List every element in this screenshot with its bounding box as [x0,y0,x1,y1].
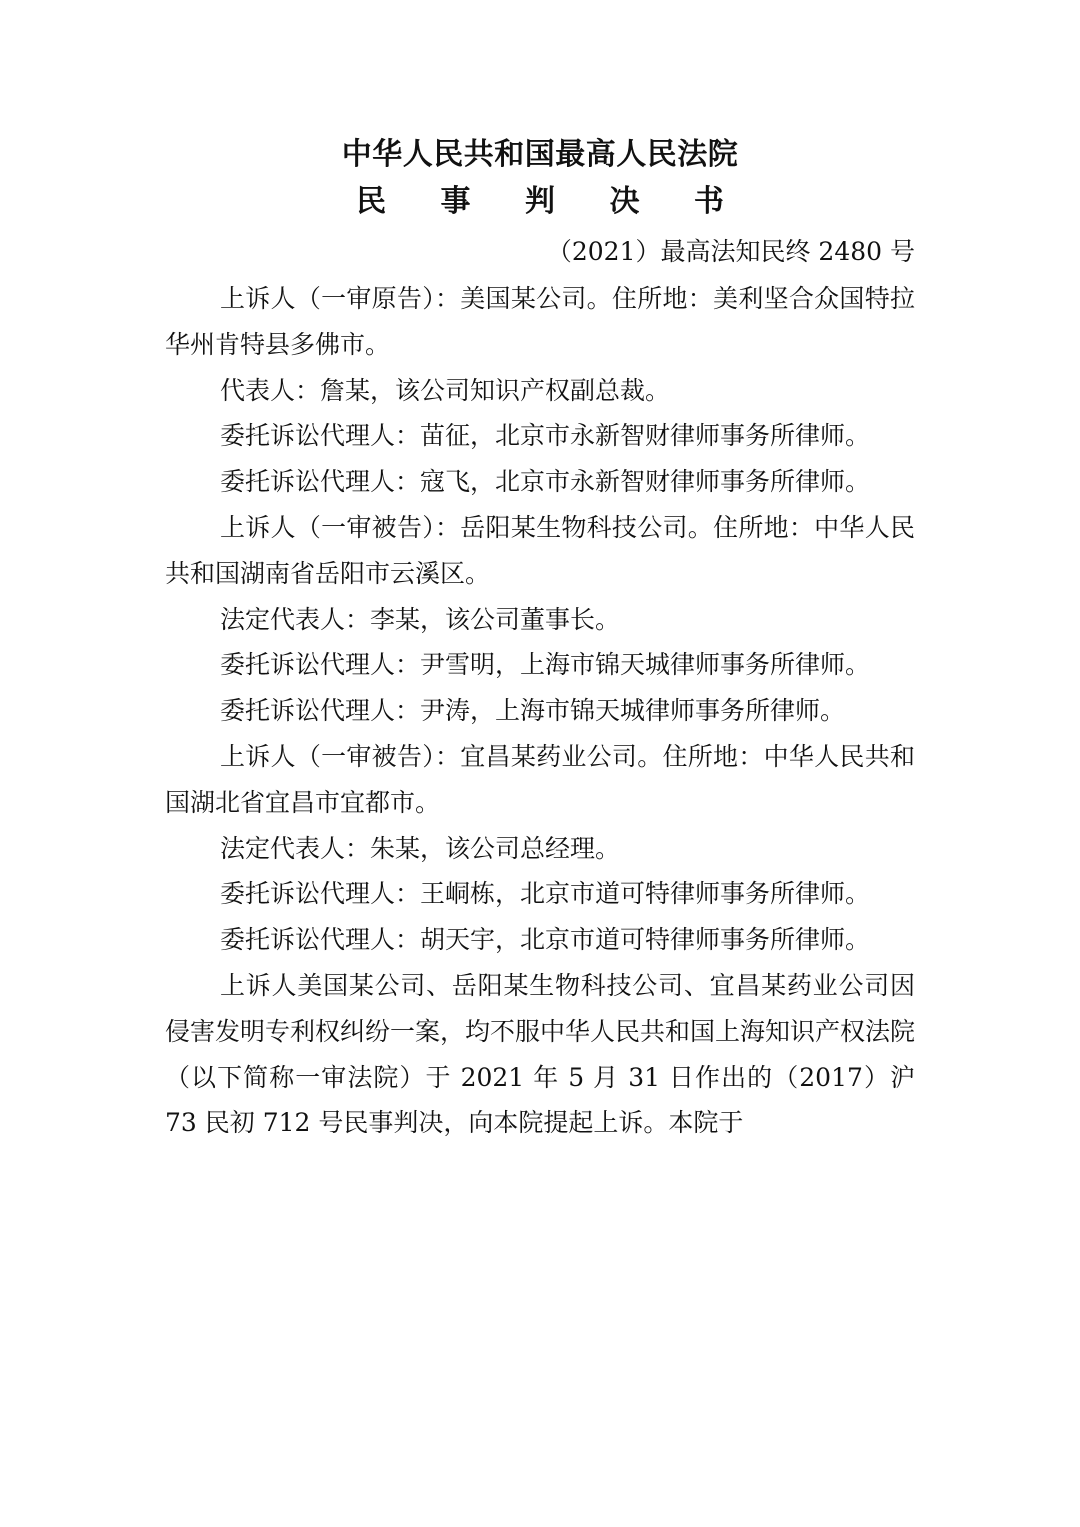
party-paragraph: 委托诉讼代理人：寇飞，北京市永新智财律师事务所律师。 [220,467,871,497]
party-paragraph: 委托诉讼代理人：尹雪明，上海市锦天城律师事务所律师。 [220,650,871,680]
party-paragraph: 法定代表人：朱某，该公司总经理。 [220,833,621,863]
document-body [165,276,915,1146]
party-paragraph: 代表人：詹某，该公司知识产权副总裁。 [220,375,671,405]
party-paragraph: 委托诉讼代理人：胡天宇，北京市道可特律师事务所律师。 [220,925,871,955]
party-paragraph: 上诉人（一审被告）：岳阳某生物科技公司。住所地：中华人民共和国湖南省岳阳市云溪区。 [165,512,915,588]
case-number: （2021）最高法知民终 2480 号 [546,237,915,266]
court-name: 中华人民共和国最高人民法院 [341,137,739,172]
party-paragraph: 法定代表人：李某，该公司董事长。 [220,604,621,634]
party-paragraph: 委托诉讼代理人：王峒栋，北京市道可特律师事务所律师。 [220,879,871,909]
party-paragraph: 上诉人（一审原告）：美国某公司。住所地：美利坚合众国特拉华州肯特县多佛市。 [165,284,915,359]
document-type: 民 事 判 决 书 [356,184,746,219]
party-paragraph: 委托诉讼代理人：尹涛，上海市锦天城律师事务所律师。 [220,696,846,726]
case-summary-paragraph: 上诉人美国某公司、岳阳某生物科技公司、宜昌某药业公司因侵害发明专利权纠纷一案，均不服中华人民共和国上海知识产权法院（以下简称一审法院）于 2021 年 5 月 31 日作出的（2017）沪 73 民初 712 号民事判决，向本院提起上诉。本院于 [165,970,916,1138]
party-paragraph: 委托诉讼代理人：苗征，北京市永新智财律师事务所律师。 [220,421,871,451]
party-paragraph: 上诉人（一审被告）：宜昌某药业公司。住所地：中华人民共和国湖北省宜昌市宜都市。 [165,741,915,817]
